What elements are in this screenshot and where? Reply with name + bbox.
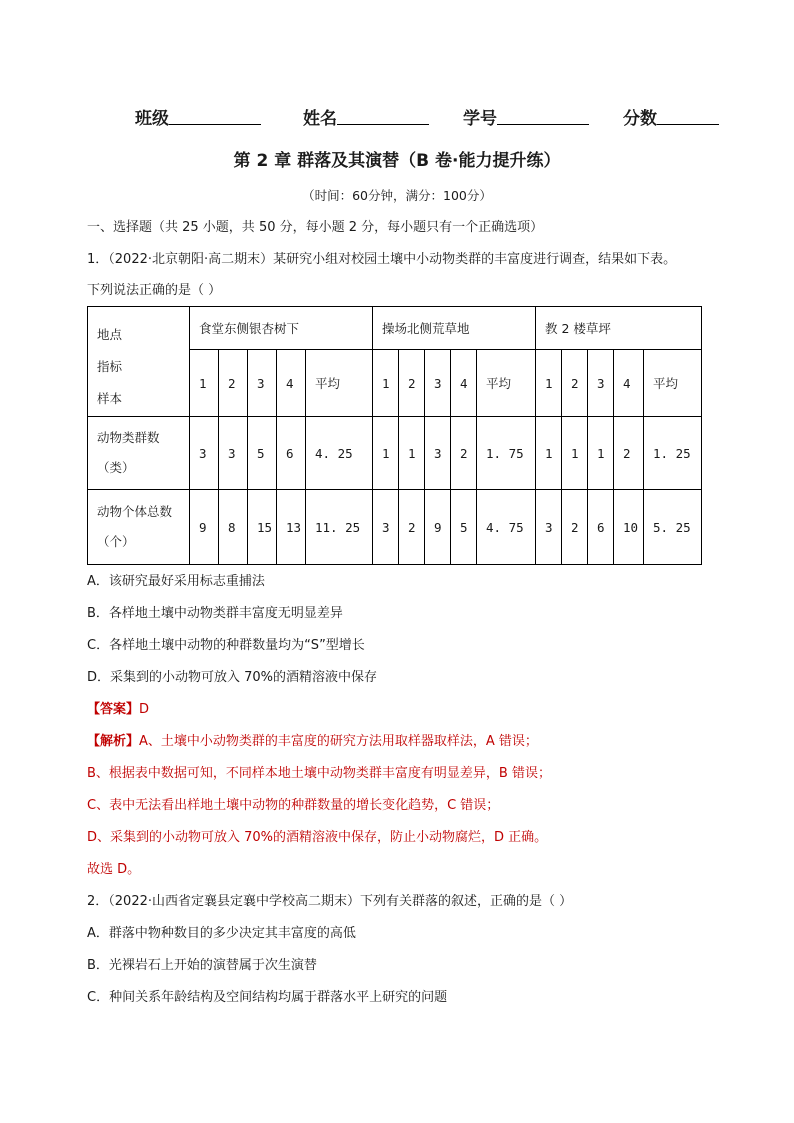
sample-header: 2: [562, 350, 588, 417]
table-cell: 4. 25: [306, 417, 373, 490]
sample-header: 平均: [477, 350, 536, 417]
location-header: 食堂东侧银杏树下: [190, 307, 373, 350]
table-cell: 11. 25: [306, 490, 373, 565]
table-cell: 3: [190, 417, 219, 490]
exam-time-info: （时间：60分钟，满分：100分）: [302, 188, 492, 203]
survey-data-table: [87, 306, 702, 565]
student-id-field: [463, 104, 497, 129]
row-label: [88, 490, 190, 565]
table-cell: 3: [425, 417, 451, 490]
location-header: 教 2 楼草坪: [536, 307, 702, 350]
q1-stem-line2: 下列说法正确的是（ ）: [87, 283, 222, 298]
table-cell: 9: [190, 490, 219, 565]
table-row: [88, 417, 702, 490]
table-cell: 3: [373, 490, 399, 565]
table-cell: 5: [451, 490, 477, 565]
class-label: 班级: [135, 109, 169, 129]
page-title: 第 2 章 群落及其演替（B 卷·能力提升练）: [233, 151, 561, 171]
sample-header: 3: [425, 350, 451, 417]
sample-header: 4: [451, 350, 477, 417]
q1-option-b: B．各样地土壤中动物类群丰富度无明显差异: [87, 606, 343, 621]
corner-indicator-label: 指标: [97, 359, 123, 374]
q1-option-d: D．采集到的小动物可放入 70%的酒精溶液中保存: [87, 670, 378, 685]
q2-option-a: A．群落中物种数目的多少决定其丰富度的高低: [87, 926, 356, 941]
sample-header: 1: [373, 350, 399, 417]
row-label-line2: （类）: [97, 460, 135, 475]
sample-header: 3: [588, 350, 614, 417]
name-blank[interactable]: [337, 104, 429, 125]
sample-header: 2: [219, 350, 248, 417]
table-cell: 6: [588, 490, 614, 565]
table-cell: 5: [248, 417, 277, 490]
table-cell: 9: [425, 490, 451, 565]
row-label: [88, 417, 190, 490]
table-cell: 1: [373, 417, 399, 490]
table-cell: 3: [536, 490, 562, 565]
sample-header: 2: [399, 350, 425, 417]
q2-option-c: C．种间关系年龄结构及空间结构均属于群落水平上研究的问题: [87, 990, 448, 1005]
table-cell: 5. 25: [644, 490, 702, 565]
table-cell: 2: [451, 417, 477, 490]
table-cell: 2: [562, 490, 588, 565]
table-cell: 1. 75: [477, 417, 536, 490]
q1-option-a: A．该研究最好采用标志重捕法: [87, 574, 265, 589]
sample-header: 1: [536, 350, 562, 417]
location-header: 操场北侧荒草地: [373, 307, 536, 350]
row-label-line1: 动物个体总数: [97, 504, 173, 519]
answer-value: D: [139, 702, 150, 717]
table-cell: 1: [588, 417, 614, 490]
q1-analysis-conclusion: 故选 D。: [87, 862, 141, 877]
score-blank[interactable]: [657, 104, 719, 125]
q1-answer: [87, 701, 149, 719]
row-label-line2: （个）: [97, 534, 135, 549]
table-cell: 1: [399, 417, 425, 490]
class-blank[interactable]: [169, 104, 261, 125]
sample-header: 1: [190, 350, 219, 417]
answer-tag: 【答案】: [87, 702, 140, 717]
name-label: 姓名: [303, 109, 337, 129]
table-cell: 8: [219, 490, 248, 565]
sample-header: 4: [277, 350, 306, 417]
sample-header: 3: [248, 350, 277, 417]
sample-header: 4: [614, 350, 644, 417]
q1-stem-line1: 1．（2022·北京朝阳·高二期末）某研究小组对校园土壤中小动物类群的丰富度进行调查，结果如下表。: [87, 252, 677, 267]
table-cell: 6: [277, 417, 306, 490]
q2-stem: 2．（2022·山西省定襄县定襄中学校高二期末）下列有关群落的叙述，正确的是（ ）: [87, 894, 573, 909]
table-corner-cell: [88, 307, 190, 417]
student-id-label: 学号: [463, 109, 497, 129]
sample-header: 平均: [644, 350, 702, 417]
score-field: [623, 104, 657, 129]
q1-analysis-line4: D、采集到的小动物可放入 70%的酒精溶液中保存，防止小动物腐烂，D 正确。: [87, 830, 548, 845]
q2-option-b: B．光裸岩石上开始的演替属于次生演替: [87, 958, 317, 973]
student-id-blank[interactable]: [497, 104, 589, 125]
table-cell: 10: [614, 490, 644, 565]
sample-header: 平均: [306, 350, 373, 417]
analysis-tag: 【解析】: [87, 734, 140, 749]
q1-analysis-line3: C、表中无法看出样地土壤中动物的种群数量的增长变化趋势，C 错误；: [87, 798, 500, 813]
table-cell: 4. 75: [477, 490, 536, 565]
name-field: [303, 104, 337, 129]
corner-sample-label: 样本: [97, 391, 123, 406]
table-cell: 2: [399, 490, 425, 565]
corner-location-label: 地点: [97, 327, 123, 342]
table-cell: 13: [277, 490, 306, 565]
row-label-line1: 动物类群数: [97, 430, 160, 445]
table-cell: 1: [562, 417, 588, 490]
class-field: [135, 104, 169, 129]
table-cell: 1. 25: [644, 417, 702, 490]
analysis-text: A、土壤中小动物类群的丰富度的研究方法用取样器取样法，A 错误；: [139, 734, 538, 749]
q1-option-c: C．各样地土壤中动物的种群数量均为“S”型增长: [87, 638, 365, 653]
table-row: [88, 490, 702, 565]
score-label: 分数: [623, 109, 657, 129]
table-cell: 3: [219, 417, 248, 490]
q1-analysis-line2: B、根据表中数据可知，不同样本地土壤中动物类群丰富度有明显差异，B 错误；: [87, 766, 551, 781]
section-heading: 一、选择题（共 25 小题，共 50 分，每小题 2 分，每小题只有一个正确选项）: [87, 220, 544, 235]
table-cell: 1: [536, 417, 562, 490]
table-cell: 15: [248, 490, 277, 565]
q1-analysis-line1: [87, 733, 538, 751]
student-info-header: [0, 104, 794, 130]
table-cell: 2: [614, 417, 644, 490]
